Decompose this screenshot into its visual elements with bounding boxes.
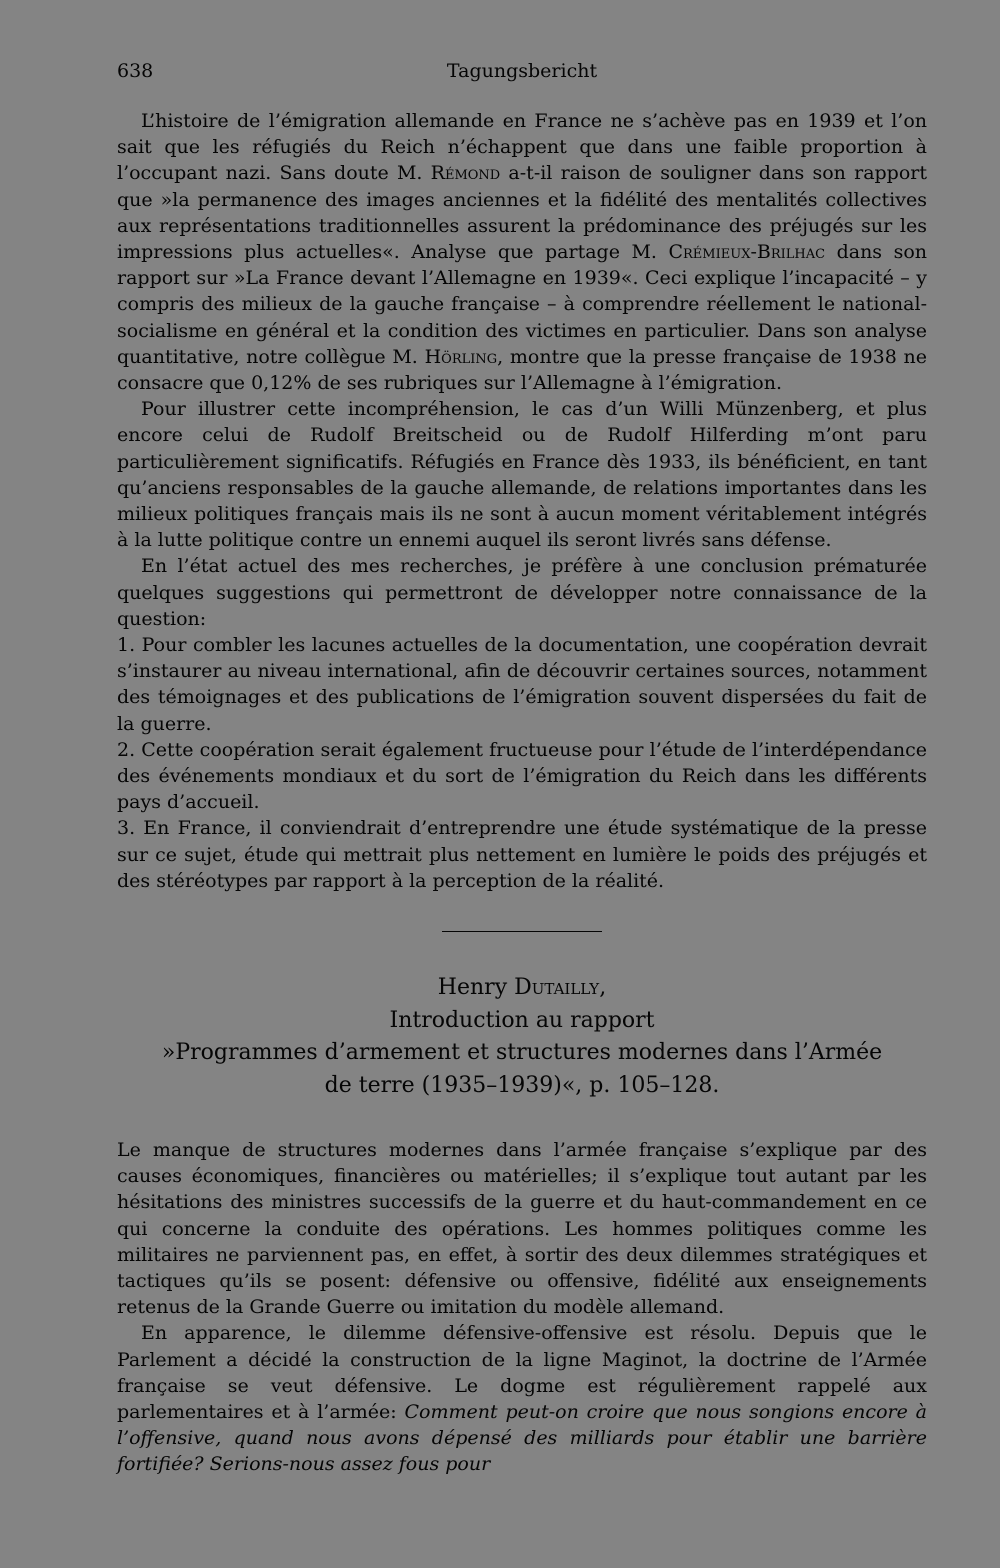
paragraph <box>117 1320 927 1477</box>
author-name: Hörling <box>424 345 498 368</box>
section-emigration-text <box>117 108 927 894</box>
list-item: 1. Pour combler les lacunes actuelles de la documentation, une coopération devrait s’instaurer au niveau international, afin de découvrir certaines sources, notamment des témoignages et des publications de l’émigration souvent dispersées du fait de la guerre. <box>117 634 927 735</box>
page-number: 638 <box>117 60 154 82</box>
author-first-name: Henry <box>437 975 515 1000</box>
paragraph <box>117 108 927 396</box>
paragraph: Le manque de structures modernes dans l’armée française s’explique par des causes économiques, financières ou matérielles; il s’explique tout autant par les hésitations des ministres successifs de la guerre et du haut-commandement en ce qui concerne la conduite des opérations. Les hommes politiques comme les militaires ne parviennent pas, en effet, à sortir des deux dilemmes stratégiques et tactiques qu’ils se posent: défensive ou offensive, fidélité aux enseignements retenus de la Grande Guerre ou imitation du modèle allemand. <box>117 1139 927 1319</box>
page-header <box>117 60 927 90</box>
heading-line: de terre (1935–1939)«, p. 105–128. <box>324 1072 720 1098</box>
heading-punctuation: , <box>599 975 607 1000</box>
section-divider <box>442 931 602 932</box>
paragraph: En l’état actuel des mes recherches, je préfère à une conclusion prématurée quelques suggestions qui permettront de développer notre connaissance de la question: <box>117 555 927 630</box>
heading-author-line <box>117 972 927 1005</box>
author-name: Crémieux-Brilhac <box>668 241 826 264</box>
running-head: Tagungsbericht <box>446 60 598 82</box>
heading-line: Introduction au rapport <box>389 1007 655 1033</box>
text-run: , montre que la presse française de 1938 ne consacre que 0,12% de ses rubriques sur l’Allemagne à l’émigration. <box>117 345 927 395</box>
section-dutailly-text <box>117 1137 927 1478</box>
paragraph: Pour illustrer cette incompréhension, le cas d’un Willi Münzenberg, et plus encore celui de Rudolf Breitscheid ou de Rudolf Hilferding m’ont paru particulièrement significatifs. Réfugiés en France dès 1933, ils bénéficient, en tant qu’anciens responsables de la gauche allemande, de relations importantes dans les milieux politiques français mais ils ne sont à aucun moment véritablement intégrés à la lutte politique contre un ennemi auquel ils seront livrés sans défense. <box>117 398 927 552</box>
text-run: dans son rapport sur »La France devant l’Allemagne en 1939«. Ceci explique l’incapacité – y compris des milieux de la gauche française – à comprendre réellement le national-socialisme en général et la condition des victimes en particulier. Dans son analyse quantitative, notre collègue M. <box>117 241 927 368</box>
text-run: a-t-il raison de souligner dans son rapport que »la permanence des images anciennes et la fidélité des mentalités collectives aux représentations traditionnelles assurent la prédominance des préjugés sur les impressions plus actuelles«. Analyse que partage M. <box>117 162 928 264</box>
list-item: 3. En France, il conviendrait d’entreprendre une étude systématique de la presse sur ce sujet, étude qui mettrait plus nettement en lumière le poids des préjugés et des stéréotypes par rapport à la perception de la réalité. <box>117 817 927 892</box>
heading-line: »Programmes d’armement et structures modernes dans l’Armée <box>161 1040 883 1065</box>
section-heading <box>117 972 927 1102</box>
author-name: Rémond <box>430 162 501 185</box>
author-last-name: Dutailly <box>514 975 600 1000</box>
text-run: L’histoire de l’émigration allemande en France ne s’achève pas en 1939 et l’on sait que les réfugiés du Reich n’échappent que dans une faible proportion à l’occupant nazi. Sans doute M. <box>117 110 927 185</box>
italic-quote: Comment peut-on croire que nous songions encore à l’offensive, quand nous avons dépensé des milliards pour établir une barrière fortifiée? Serions-nous assez fous pour <box>117 1401 927 1476</box>
text-run: En apparence, le dilemme défensive-offensive est résolu. Depuis que le Parlement a décidé la construction de la ligne Maginot, la doctrine de l’Armée française se veut défensive. Le dogme est régulièrement rappelé aux parlementaires et à l’armée: <box>117 1322 927 1424</box>
list-item: 2. Cette coopération serait également fructueuse pour l’étude de l’interdépendance des événements mondiaux et du sort de l’émigration du Reich dans les différents pays d’accueil. <box>117 738 927 814</box>
